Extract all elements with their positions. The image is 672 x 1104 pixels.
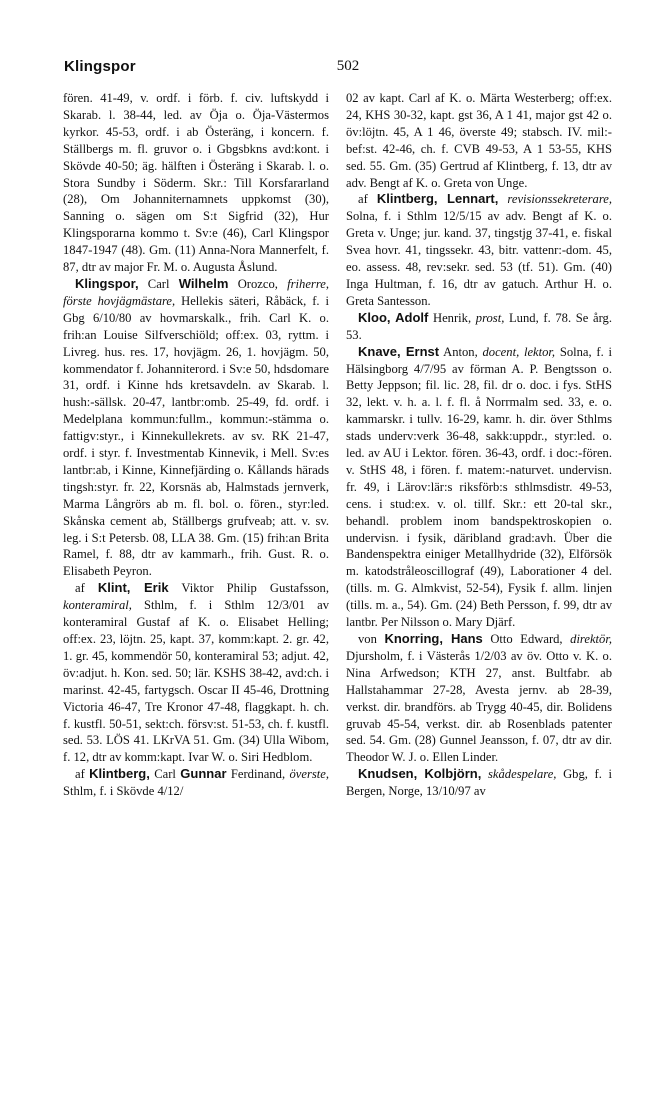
biography-entry: [346, 191, 612, 309]
left-column: [63, 90, 329, 800]
surname: Knudsen, Kolbjörn,: [358, 766, 482, 782]
surname: Klintberg, Lennart,: [376, 191, 499, 207]
entry-text: Djursholm, f. i Västerås 1/2/03 av öv. Otto v. K. o. Nina Arfwedson; KTH 27, anst. Bultfabr. ab Hallstahammar 27-28, Avesta jernv. ab 28-39, verkst. dir. brandförs. ab Trygg 40-45, dir. Bolidens gruvab 45-54, verkst. dir. ab Rosenblads patenter sed. 54. Gm. (28) Gunnel Jeansson, f. 07, dtr av dir. Theodor W. J. o. Ellen Linder.: [346, 648, 612, 765]
entry-text: Solna, f. i Hälsingborg 4/7/95 av förman A. P. Bengtsson o. Betty Jeppson; fil. lic. 28, fil. dr o. doc. i fys. StHS 32, lekt. v. h. a. l. f. fl. å Norrmalm sed. 33, e. o. kammarskr. i tullv. 16-29, kamr. h. dir. över Sthlms stads underv:verk 36-48, sakk:uppdr., styr:led. o. led. av AU i Lektor. fören. 36-43, ordf. i doc:-fören. v. StHS 48, i fören. f. matem:-naturvet. undervisn. fr. 49, i Lärov:lär:s riksförb:s sthlmsdistr. 49-53, cens. i stud:ex. v. ol. tillf. Skr.: ett 20-tal skr., behandl. problem inom bandspektroskopien o. undervisn. i fysik, däribland grad:avh. Über die Bandenspektra einiger Metallhydride (32), Elförsök m. katodstråleoscillograf (49), Laborationer 4 del. (tills. m. G. Almkvist, 52-54), Fysik f. allm. linjen (tills. m. a., 54). Gm. (24) Beth Persson, f. 99, dtr av lantbr. Per Nilsson o. Mary Djärf.: [346, 344, 612, 630]
entry-text: Sthlm, f. i Sthlm 12/3/01 av konteramiral Gustaf af K. o. Elisabet Helling; off:ex. 23, löjtn. 25, kapt. 37, komm:kapt. 2. gr. 42, 1. gr. 45, kommendör 50, konteramiral 53; adjut. 42, öv:adjut. h. Kon. sed. 50; lär. KSHS 38-42, avd:ch. i marinst. 42-45, fartygsch. Oscar II 45-46, Drottning Victoria 46-47, Tre Kronor 47-48, flaggkapt. h. ch. f. kustfl. 50-51, sekt:ch. försv:st. 51-53, ch. f. kustfl. sed. 53. LÖS 41. LKrVA 51. Gm. (34) Ulla Wibom, f. 12, dtr av komm:kapt. Ivar W. o. Siri Hedblom.: [63, 598, 329, 765]
surname: Klintberg,: [89, 766, 150, 782]
name-prefix: af: [75, 581, 98, 596]
name-prefix: von: [358, 632, 385, 646]
surname: Klint, Erik: [97, 580, 169, 596]
occupation-title: skådespelare,: [488, 767, 557, 782]
other-names: Viktor Philip Gustafsson,: [168, 581, 329, 596]
name-prefix: af: [75, 767, 90, 782]
entry-text: Hellekis säteri, Råbäck, f. i Gbg 6/10/80 av hovmarskalk., frih. Carl K. o. frih:an Louise Silfverschiöld; off:ex. 03, ryttm. i Livreg. hus. res. 17, hovjägm. 26, 1. hovjägm. 50, kommendator f. Johanniterord. i Sv:e 50, hdsdomare 31, ordf. i Kinne hds kretsavdeln. av Skarab. l. hush:-sällsk. 20-47, lantbr:omb. 25-49, fd. ordf. i Medelplana kommun:fullm., kommun:-stämma o. fattigv:styr., i Kinnekullekrets. av sv. RK 21-47, ordf. i styr. f. Investmentab Kinnevik, i Mell. Sv:es lantbr:ab, i Kinne, Kinnefjärding o. Kållands härads tingsh:styr. fr. 22, Korsnäs ab, Halmstads jernverk, Marma Långrörs ab m. fl. bol. o. fören., styr:led. Skånska cement ab, Ställbergs grufveab; att. v. sv. leg. i S:t Petersb. 08, LLA 38. Gm. (15) frih:an Brita Ramel, f. 88, dtr av kammarh., frih. Gust. R. o. Elisabeth Peyron.: [63, 293, 330, 579]
entry-continuation: [63, 90, 329, 276]
name-prefix: af: [358, 192, 377, 207]
entry-text: 02 av kapt. Carl af K. o. Märta Westerberg; off:ex. 24, KHS 30-32, kapt. gst 36, A 1 41, major gst 42 o. öv:löjtn. 45, A 1 46, överste 49; stabsch. IV. mil:-bef:st. 42-46, ch. f. CVB 49-53, A 1 53-55, KHS sed. 55. Gm. (35) Gertrud af Klintberg, f. 13, dtr av adv. Bengt af K. o. Greta von Unge.: [346, 91, 612, 190]
occupation-title: direktör,: [570, 632, 612, 646]
entry-text: Sthlm, f. i Skövde 4/12/: [63, 784, 184, 799]
other-names: Henrik,: [428, 310, 476, 325]
biography-entry: [346, 310, 612, 344]
surname: Knave, Ernst: [358, 343, 440, 359]
entry-text: Lund, f. 78. Se årg. 53.: [346, 310, 612, 342]
right-column: [346, 90, 612, 800]
biography-entry: [63, 766, 329, 800]
occupation-title: friherre, förste hovjägmästare,: [63, 276, 329, 308]
other-names: Otto Edward,: [482, 632, 571, 646]
call-name: Wilhelm: [178, 275, 229, 291]
surname: Knorring, Hans: [384, 631, 483, 646]
given-names: Carl: [149, 767, 181, 782]
biography-entry: [346, 766, 612, 800]
surname: Kloo, Adolf: [358, 309, 429, 325]
running-head: Klingspor: [64, 58, 136, 75]
biography-entry: [346, 344, 612, 631]
occupation-title: överste,: [289, 767, 329, 782]
occupation-title: revisionssekreterare,: [507, 192, 612, 207]
occupation-title: docent, lektor,: [482, 344, 556, 359]
other-names: Orozco,: [228, 276, 288, 291]
given-names: Carl: [138, 276, 179, 291]
surname: Klingspor,: [75, 275, 139, 291]
entry-continuation: [346, 90, 612, 191]
occupation-title: prost,: [475, 310, 505, 325]
page-header: [64, 58, 632, 82]
biography-entry: [346, 631, 612, 766]
biography-entry: [63, 580, 329, 766]
call-name: Gunnar: [180, 766, 227, 782]
entry-text: Solna, f. i Sthlm 12/5/15 av adv. Bengt af K. o. Greta v. Unge; jur. kand. 37, tingstjg 37-41, e. fiskal Svea hovr. 41, tingssekr. 43, bitr. vattenr:-dom. 45, eo. assess. 48, rev:sekr. sed. 53 (tf. 51). Gm. (40) Inga Hultman, f. 16, dtr av gatuch. Arthur H. o. Greta Santesson.: [346, 209, 612, 308]
occupation-title: konteramiral,: [63, 598, 132, 613]
page-number: 502: [336, 58, 360, 74]
other-names: Anton,: [439, 344, 483, 359]
other-names: Ferdinand,: [226, 767, 290, 782]
entry-text: fören. 41-49, v. ordf. i förb. f. civ. luftskydd i Skarab. l. 38-44, led. av Öja o. Öja-Västermos kyrkor. 45-53, ordf. i ab Österäng, i koncern. f. Ställbergs m. fl. gruvor o. i Gbgsbkns avd:kont. i Skövde 40-50; äg. hälften i Österäng i Skarab. l. o. Stora Sundby i Söderm. Skr.: Till Korsfararland (28), Om Johanniternamnets uppkomst (30), Sanning o. sägen om S:t Sigfrid (32), Hur Klingsporarna kommo t. Sv:e (46), Carl Klingspor 1847-1947 (48). Gm. (11) Anna-Nora Mannerfelt, f. 87, dtr av major Fr. M. o. Augusta Åslund.: [63, 91, 329, 275]
biography-entry: [63, 276, 329, 580]
entry-text: Gbg, f. i Bergen, Norge, 13/10/97 av: [346, 767, 613, 799]
